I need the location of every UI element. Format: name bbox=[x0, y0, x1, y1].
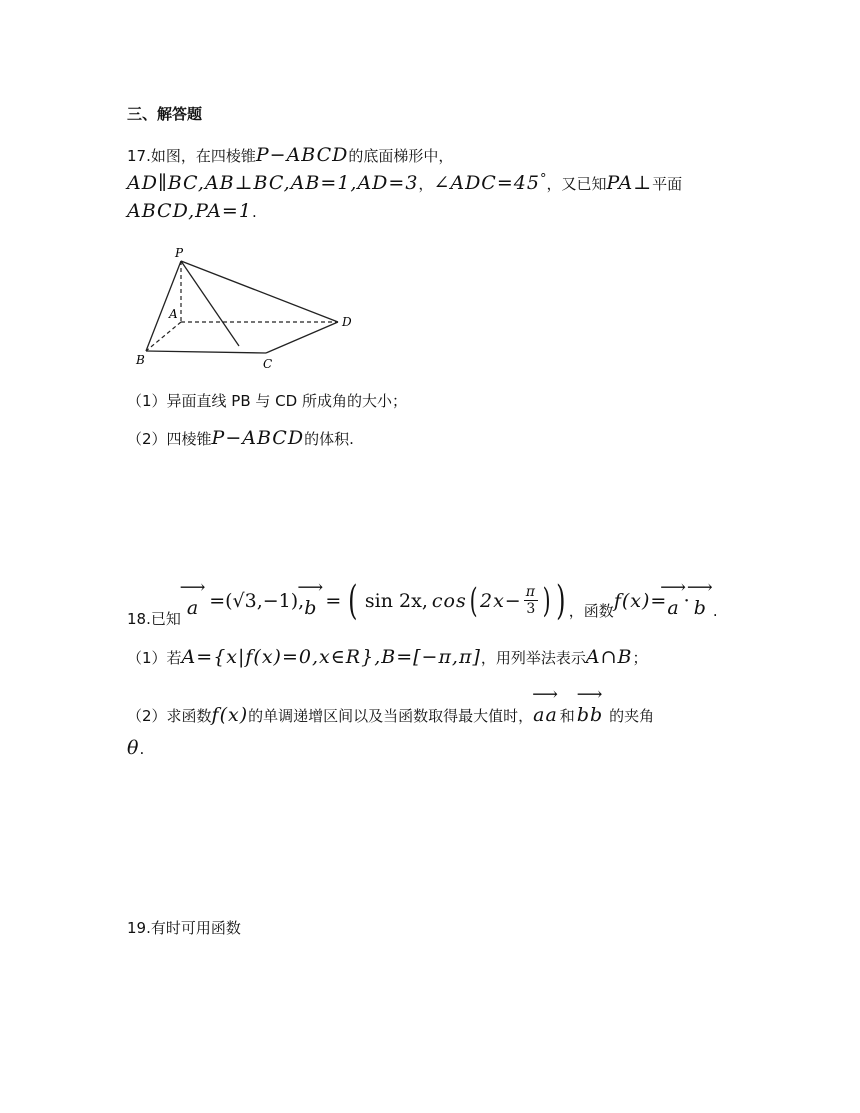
q18-line1 bbox=[127, 572, 718, 629]
edge-cd bbox=[266, 322, 338, 353]
q18-part2 bbox=[127, 690, 654, 726]
q17-cond3-plane: 平面 bbox=[652, 175, 683, 193]
q18-frac-num: π bbox=[525, 584, 536, 600]
q17-line3 bbox=[127, 200, 257, 222]
q19-intro: 19.有时可用函数 bbox=[127, 919, 241, 937]
q17-part2-math: P−ABCD bbox=[211, 427, 305, 449]
label-p: P bbox=[175, 246, 184, 260]
q18-part2-mid: 的单调递增区间以及当函数取得最大值时， bbox=[248, 707, 534, 725]
q18-comma-text: ，函数 bbox=[568, 602, 614, 620]
q18-part1-mid: ，用列举法表示 bbox=[480, 649, 586, 667]
q17-part2 bbox=[127, 427, 354, 449]
q18-theta-line bbox=[127, 737, 144, 759]
q17-cond3-math: PA⊥ bbox=[606, 172, 653, 194]
q17-intro-end: 的底面梯形中， bbox=[348, 147, 454, 165]
label-a: A bbox=[169, 307, 178, 321]
q18-part2-pre: （2）求函数 bbox=[127, 707, 212, 725]
q17-line1 bbox=[127, 144, 453, 166]
q18-vector-b: ⟶ b bbox=[304, 583, 317, 619]
q17-line2 bbox=[127, 172, 682, 194]
q18-frac-den: 3 bbox=[526, 601, 536, 617]
q17-pyramid: P−ABCD bbox=[255, 144, 349, 166]
q18-inner-paren-open: ( bbox=[469, 580, 478, 621]
pyramid-figure bbox=[130, 240, 370, 379]
q17-part2-post: 的体积. bbox=[304, 430, 354, 448]
q18-inner-arg: 2x− bbox=[479, 589, 522, 612]
q18-eq-b: = bbox=[325, 589, 342, 612]
q18-func: f(x)= bbox=[613, 589, 668, 612]
label-b: B bbox=[136, 353, 145, 367]
pyramid-diagram bbox=[130, 240, 370, 375]
edge-pb bbox=[146, 261, 181, 351]
edge-pd bbox=[181, 261, 338, 322]
q18-dot: · bbox=[683, 589, 690, 612]
q17-sep1: ， bbox=[418, 175, 434, 193]
q17-period: . bbox=[251, 203, 257, 221]
q18-vector-a: ⟶ a bbox=[187, 583, 199, 619]
q17-cond4: ABCD,PA=1 bbox=[127, 200, 252, 222]
section-heading: 三、解答题 bbox=[127, 105, 203, 123]
q18-inner-paren-close: ) bbox=[542, 580, 551, 621]
q17-part1: （1）异面直线 PB 与 CD 所成角的大小； bbox=[127, 392, 407, 410]
q18-fraction bbox=[524, 584, 538, 617]
q17-cond3-text: ，又已知 bbox=[546, 175, 607, 193]
q17-degree: ° bbox=[539, 172, 547, 187]
q18-eq-a: =(√3,−1), bbox=[209, 589, 305, 612]
label-d: D bbox=[342, 315, 352, 329]
q18-func-vec-a: ⟶ a bbox=[667, 583, 679, 619]
edge-bc bbox=[146, 351, 266, 353]
q18-part1-end: ； bbox=[632, 649, 648, 667]
q18-part1-pre: （1）若 bbox=[127, 649, 182, 667]
q18-part1-math: A={x|f(x)=0,x∈R},B=[−π,π] bbox=[181, 646, 481, 668]
q18-theta-period: . bbox=[139, 740, 145, 758]
q18-part2-aa: ⟶ aa bbox=[533, 690, 558, 726]
q18-part2-and: 和 bbox=[559, 707, 575, 725]
q18-part1-math2: A∩B bbox=[585, 646, 633, 668]
q17-intro: 17.如图，在四棱锥 bbox=[127, 147, 256, 165]
q18-part1 bbox=[127, 646, 648, 668]
q17-cond1: AD∥BC,AB⊥BC,AB=1,AD=3 bbox=[127, 172, 419, 194]
q18-part2-func: f(x) bbox=[211, 704, 249, 726]
q18-theta: θ bbox=[127, 737, 140, 759]
q18-cos: cos bbox=[431, 589, 467, 612]
q18-part2-bb: ⟶ bb bbox=[577, 690, 603, 726]
q18-sin-part: sin 2x, bbox=[364, 589, 428, 612]
q18-part2-end: 的夹角 bbox=[609, 707, 655, 725]
q17-cond2: ∠ADC=45 bbox=[433, 172, 540, 194]
q18-period: . bbox=[712, 601, 718, 620]
q18-outer-paren-close: ) bbox=[556, 577, 566, 624]
q18-func-vec-b: ⟶ b bbox=[694, 583, 707, 619]
label-c: C bbox=[263, 357, 273, 371]
q18-outer-paren-open: ( bbox=[348, 577, 358, 624]
q17-part2-pre: （2）四棱锥 bbox=[127, 430, 212, 448]
q18-intro: 18.已知 bbox=[127, 610, 181, 628]
edge-pc bbox=[181, 261, 239, 346]
